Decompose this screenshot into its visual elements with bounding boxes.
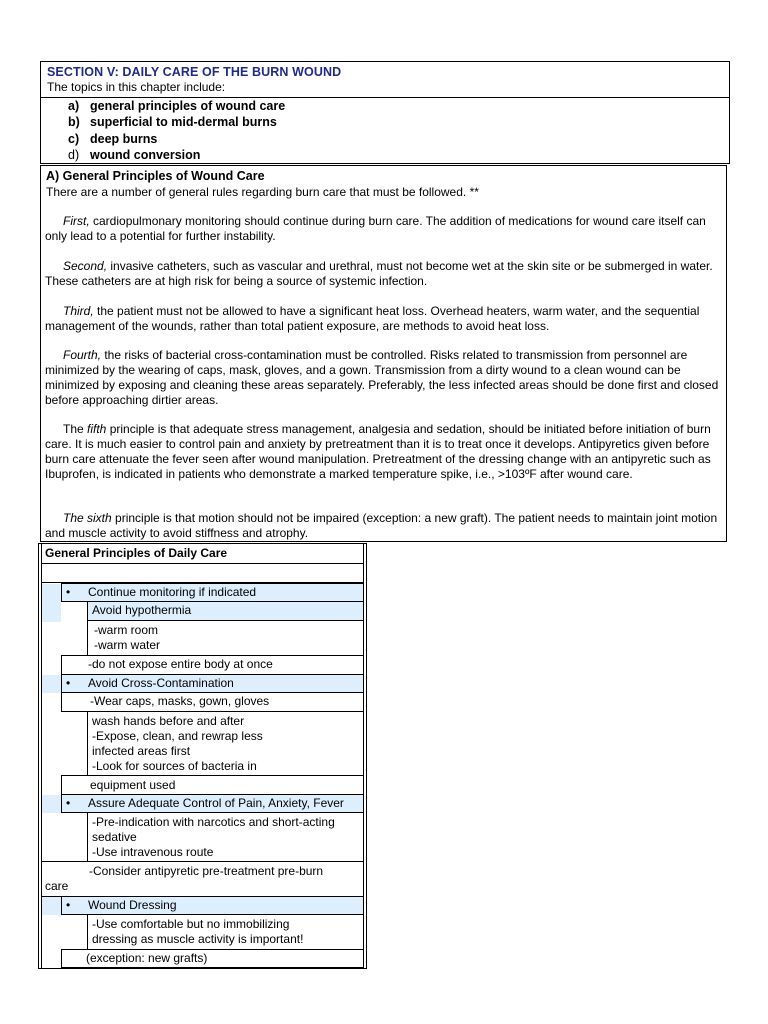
table-shade bbox=[42, 897, 61, 915]
table-shade bbox=[42, 795, 61, 813]
table-row-detail: -Use comfortable but no immobilizing dressing as muscle activity is important! bbox=[87, 914, 364, 950]
table-row-empty bbox=[41, 563, 364, 583]
section-title: SECTION V: DAILY CARE OF THE BURN WOUND bbox=[47, 65, 342, 79]
table-row-detail: equipment used bbox=[61, 775, 364, 795]
daily-care-table bbox=[38, 543, 367, 969]
wound-care-intro: There are a number of general rules regarding burn care that must be followed. ** bbox=[46, 185, 479, 199]
table-shade bbox=[42, 584, 61, 622]
section-intro: The topics in this chapter include: bbox=[47, 80, 226, 94]
section-header-box bbox=[40, 61, 730, 164]
table-row-heading: • Avoid Cross-Contamination bbox=[61, 674, 364, 693]
table-row-detail: -Wear caps, masks, gown, gloves bbox=[61, 692, 364, 712]
topic-item: b) superficial to mid-dermal burns bbox=[68, 115, 277, 129]
table-shade bbox=[42, 675, 61, 693]
table-row-detail: -warm room -warm water bbox=[87, 620, 364, 656]
table-row-detail: -Pre-indication with narcotics and short-acting sedative -Use intravenous route bbox=[87, 812, 364, 862]
table-row-heading: • Assure Adequate Control of Pain, Anxiety, Fever bbox=[61, 794, 364, 813]
table-row-detail: (exception: new grafts) bbox=[61, 949, 364, 968]
daily-care-title: General Principles of Daily Care bbox=[45, 546, 228, 560]
table-row-heading: • Continue monitoring if indicated bbox=[61, 583, 364, 602]
table-row-detail: wash hands before and after -Expose, clean, and rewrap less infected areas first -Look for sources of bacteria in bbox=[87, 711, 364, 776]
wound-care-title: A) General Principles of Wound Care bbox=[46, 169, 265, 183]
topic-item: c) deep burns bbox=[68, 132, 158, 146]
principle-paragraph: Second, invasive catheters, such as vascular and urethral, must not become wet at the skin site or be submerged in water. These catheters are at high risk for being a source of systemic infection. bbox=[45, 259, 713, 288]
table-row-detail: -do not expose entire body at once bbox=[61, 655, 364, 675]
wound-care-box bbox=[40, 165, 727, 542]
table-row-subheading: Avoid hypothermia bbox=[87, 601, 364, 621]
topic-item: a) general principles of wound care bbox=[68, 99, 286, 113]
principle-paragraph: First, cardiopulmonary monitoring should continue during burn care. The addition of medications for wound care itself can only lead to a potential for further instability. bbox=[45, 214, 706, 243]
principle-paragraph: Third, the patient must not be allowed to have a significant heat loss. Overhead heaters, warm water, and the sequential management of the wounds, rather than total patient exposure, are methods to avoid heat loss. bbox=[45, 304, 700, 333]
principle-paragraph: Fourth, the risks of bacterial cross-contamination must be controlled. Risks related to transmission from personnel are minimized by the wearing of caps, mask, gloves, and a gown. Transmission from a dirty wound to a clean wound can be minimized by exposing and cleaning these areas separately. Preferably, the less infected areas should be done first and closed before approaching dirtier areas. bbox=[45, 348, 719, 407]
table-row-heading: • Wound Dressing bbox=[61, 896, 364, 915]
section-divider bbox=[41, 97, 729, 98]
topic-item: d) wound conversion bbox=[68, 148, 201, 162]
table-row-detail: -Consider antipyretic pre-treatment pre-burn care bbox=[41, 861, 364, 897]
principle-paragraph: The fifth principle is that adequate stress management, analgesia and sedation, should be initiated before initiation of burn care. It is much easier to control pain and anxiety by pretreatment than it is to treat once it develops. Antipyretics given before burn care attenuate the fever seen after wound manipulation. Pretreatment of the dressing change with an antipyretic such as Ibuprofen, is indicated in patients who demonstrate a marked temperature spike, i.e., >103ºF after wound care. bbox=[45, 422, 711, 481]
principle-paragraph: The sixth principle is that motion should not be impaired (exception: a new graft). The patient needs to maintain joint motion and muscle activity to avoid stiffness and atrophy. bbox=[45, 511, 718, 540]
